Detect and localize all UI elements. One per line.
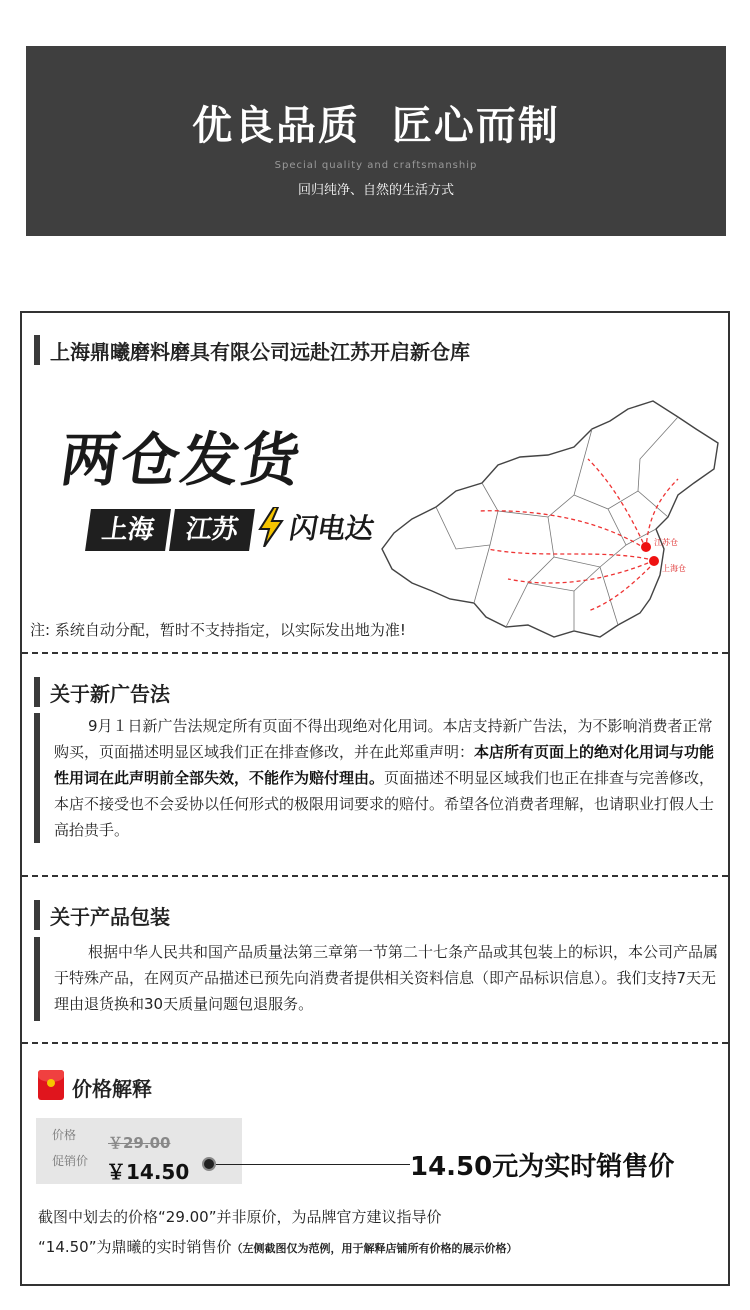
price-callout: 14.50元为实时销售价 [410, 1152, 675, 1182]
price-label: 价格 [52, 1128, 77, 1142]
promo-price-label: 促销价 [52, 1154, 89, 1168]
current-price: ￥14.50 [106, 1160, 190, 1184]
ad-law-text-b: 页面描述不明显区域我们也正在排查与完善修改，本店不接受也不会妥协以任何形式的极限用词要求的赔付。希望各位消费者理解，也请职业打假人士高抬贵手。 [54, 769, 715, 839]
callout-line [216, 1164, 410, 1165]
section-divider [22, 1042, 728, 1044]
warehouse-heading [34, 335, 470, 365]
ad-law-heading-text: 关于新广告法 [50, 681, 170, 706]
price-heading: 价格解释 [72, 1077, 152, 1101]
banner-subtitle-cn: 回归纯净、自然的生活方式 [297, 183, 454, 198]
packaging-heading [34, 900, 170, 930]
packaging-heading-text: 关于产品包装 [50, 904, 170, 929]
info-frame [20, 311, 730, 1286]
ad-law-heading [34, 677, 170, 707]
jiangsu-warehouse-pin [641, 542, 651, 552]
price-example-box [36, 1118, 242, 1184]
section-divider [22, 875, 728, 877]
two-warehouse-title: 两仓发货 [56, 426, 307, 494]
map-outline [382, 401, 718, 637]
ad-law-text [54, 713, 722, 843]
price-explanation-2-main: “14.50”为鼎曦的实时销售价 [38, 1238, 232, 1256]
flash-delivery-label: 闪电达 [286, 512, 377, 545]
red-envelope-icon [38, 1070, 64, 1100]
china-map-illustration [378, 399, 724, 647]
tag-shanghai: 上海 [85, 509, 171, 551]
ad-law-text-a: 9月１日新广告法规定所有页面不得出现绝对化用词。本店支持新广告法，为不影响消费者正常购买，页面描述明显区域我们正在排查修改，并在此郑重声明： [54, 717, 713, 761]
packaging-text: 根据中华人民共和国产品质量法第三章第一节第二十七条产品或其包装上的标识，本公司产品属于特殊产品，在网页产品描述已预先向消费者提供相关资料信息（即产品标识信息）。我们支持7天无理由退货换和30天质量问题包退服务。 [54, 943, 719, 1013]
lightning-icon [256, 507, 286, 547]
shanghai-warehouse-pin [649, 556, 659, 566]
packaging-side-bar [34, 937, 40, 1021]
quality-banner [26, 46, 726, 236]
ad-law-side-bar [34, 713, 40, 843]
section-divider [22, 652, 728, 654]
price-explanation-2-note: （左侧截图仅为范例，用于解释店铺所有价格的展示价格） [231, 1242, 518, 1255]
banner-subtitle-en: Special quality and craftsmanship [274, 160, 478, 171]
original-price: ￥29.00 [108, 1134, 171, 1152]
price-explanation-1: 截图中划去的价格“29.00”并非原价，为品牌官方建议指导价 [38, 1208, 442, 1226]
map-label-jiangsu: 江苏仓 [654, 538, 678, 547]
banner-title: 优良品质 匠心而制 [192, 103, 560, 149]
heading-bar [34, 900, 40, 930]
callout-dot [202, 1157, 216, 1171]
price-explanation-2 [38, 1236, 518, 1257]
ad-law-text-bold: 本店所有页面上的绝对化用词与功能性用词在此声明前全部失效，不能作为赔付理由。 [54, 743, 715, 787]
tag-jiangsu: 江苏 [169, 509, 255, 551]
map-label-shanghai: 上海仓 [662, 564, 686, 573]
flash-delivery-logo [256, 503, 377, 551]
heading-bar [34, 677, 40, 707]
warehouse-note: 注: 系统自动分配，暂时不支持指定，以实际发出地为准! [30, 621, 406, 639]
heading-bar [34, 335, 40, 365]
warehouse-heading-text: 上海鼎曦磨料磨具有限公司远赴江苏开启新仓库 [50, 339, 470, 364]
